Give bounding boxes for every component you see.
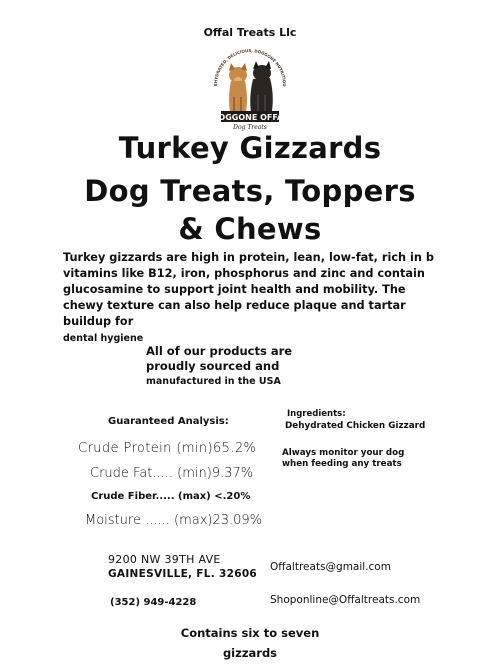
monitor-note: Always monitor your dog when feeding any treats — [282, 448, 405, 469]
shop-email: Shoponline@Offaltreats.com — [270, 594, 421, 606]
dark-dog-icon — [250, 61, 273, 117]
moisture: Moisture ...... (max)23.09% — [85, 513, 263, 528]
company-name: Offal Treats Llc — [203, 26, 297, 39]
logo-arc-text: EHYDRATED, DELICIOUS, DOGGONE NUTRITIOU — [212, 47, 288, 87]
ingredients-value: Dehydrated Chicken Gizzard — [285, 421, 426, 431]
intro-dental: dental hygiene — [63, 333, 144, 344]
crude-protein: Crude Protein (min)65.2% — [78, 441, 257, 456]
logo-sub-text: Dog Treats — [233, 124, 267, 131]
title-line-3: & Chews — [178, 212, 322, 246]
contains-line-1: Contains six to seven — [180, 626, 320, 640]
address-city: GAINESVILLE, FL. 32606 — [108, 568, 258, 580]
title-line-1: Turkey Gizzards — [118, 131, 382, 165]
doggone-offal-logo — [205, 45, 295, 135]
logo-brand-text: DOGGONE OFFAL — [211, 113, 289, 122]
guaranteed-analysis-label: Guaranteed Analysis: — [108, 416, 229, 427]
intro-paragraph — [63, 250, 443, 347]
intro-emphasis: texture can also help reduce plaque and tartar buildup for — [63, 299, 406, 328]
crude-fiber: Crude Fiber..... (max) <.20% — [91, 491, 251, 502]
email-address: Offaltreats@gmail.com — [270, 561, 391, 573]
ingredients-label: Ingredients: — [287, 409, 346, 419]
address-street: 9200 NW 39TH AVE — [108, 553, 221, 566]
tan-dog-icon — [229, 63, 247, 117]
phone-number: (352) 949-4228 — [110, 597, 197, 608]
sourced-line-3: manufactured in the USA — [146, 376, 281, 387]
sourced-line-1: All of our products are — [146, 344, 293, 358]
intro-text: Turkey gizzards are high in protein, lean, low-fat, rich in b vitamins like B12, iron, phosphorus and zinc and contain glucosamine to support joint health and mobility. The chewy — [63, 251, 434, 312]
crude-fat: Crude Fat..... (min)9.37% — [90, 466, 254, 481]
sourced-line-2: proudly sourced and — [146, 359, 280, 373]
sourced-statement — [146, 344, 296, 389]
contains-note — [0, 623, 500, 663]
contains-line-2: gizzards — [222, 646, 278, 660]
title-line-2: Dog Treats, Toppers — [84, 174, 416, 208]
svg-text:DEHYDRATED, DELICIOUS, DOGGONE — [205, 45, 287, 87]
